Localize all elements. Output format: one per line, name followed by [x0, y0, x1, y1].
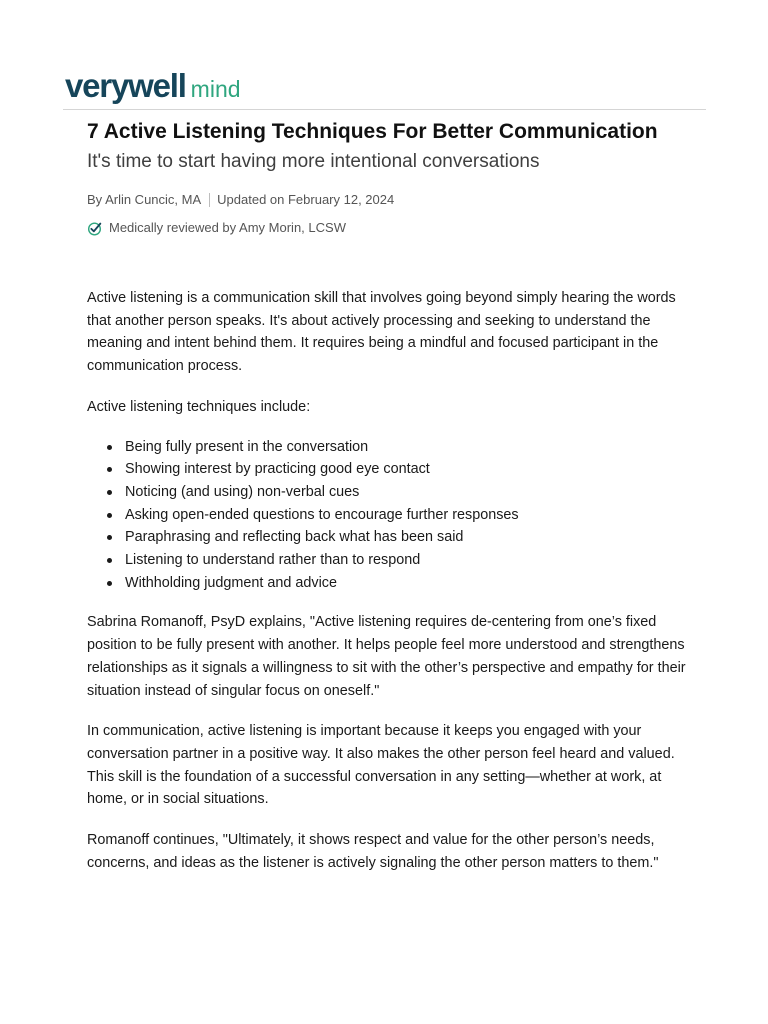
header-divider: [63, 109, 706, 110]
list-intro: Active listening techniques include:: [87, 398, 311, 415]
medical-review: [87, 219, 687, 237]
techniques-list: [87, 436, 687, 595]
article-subtitle: It's time to start having more intentional conversations: [87, 151, 540, 172]
list-item: Noticing (and using) non-verbal cues: [125, 481, 687, 504]
logo-wordmark-primary: verywell: [65, 67, 186, 104]
article-body: [87, 287, 687, 874]
list-item: Paraphrasing and reflecting back what has been said: [125, 526, 687, 549]
body-paragraph: Romanoff continues, "Ultimately, it shows respect and value for the other person’s needs, concerns, and ideas as the listener is actively signaling the other person matters to them.": [87, 832, 659, 871]
byline-separator: [209, 193, 210, 207]
body-paragraph: In communication, active listening is important because it keeps you engaged with your conversation partner in a positive way. It also makes the other person feel heard and valued. This skill is the foundation of a successful conversation in any setting—whether at work, at home, or in social situations.: [87, 723, 675, 808]
check-circle-icon: [87, 221, 102, 236]
article-title: 7 Active Listening Techniques For Better Communication: [87, 120, 658, 143]
reviewer-link[interactable]: Medically reviewed by Amy Morin, LCSW: [109, 220, 346, 235]
site-logo[interactable]: [65, 66, 241, 106]
list-item: Being fully present in the conversation: [125, 436, 687, 459]
list-item: Showing interest by practicing good eye contact: [125, 458, 687, 481]
list-item: Withholding judgment and advice: [125, 572, 687, 595]
article: [87, 120, 687, 892]
logo-wordmark-secondary: mind: [190, 76, 241, 102]
updated-date: Updated on February 12, 2024: [217, 192, 395, 207]
author-link[interactable]: By Arlin Cuncic, MA: [87, 192, 202, 207]
list-item: Asking open-ended questions to encourage further responses: [125, 504, 687, 527]
intro-paragraph: Active listening is a communication skill that involves going beyond simply hearing the words that another person speaks. It's about actively processing and seeking to understand the meaning and intent behind them. It requires being a mindful and focused participant in the communication process.: [87, 290, 676, 375]
body-paragraph: Sabrina Romanoff, PsyD explains, "Active listening requires de-centering from one’s fixed position to be fully present with another. It helps people feel more understood and strengthens relationships as it signals a willingness to sit with the other’s perspective and empathy for their situation instead of singular focus on oneself.": [87, 614, 686, 699]
byline: [87, 191, 687, 209]
list-item: Listening to understand rather than to respond: [125, 549, 687, 572]
